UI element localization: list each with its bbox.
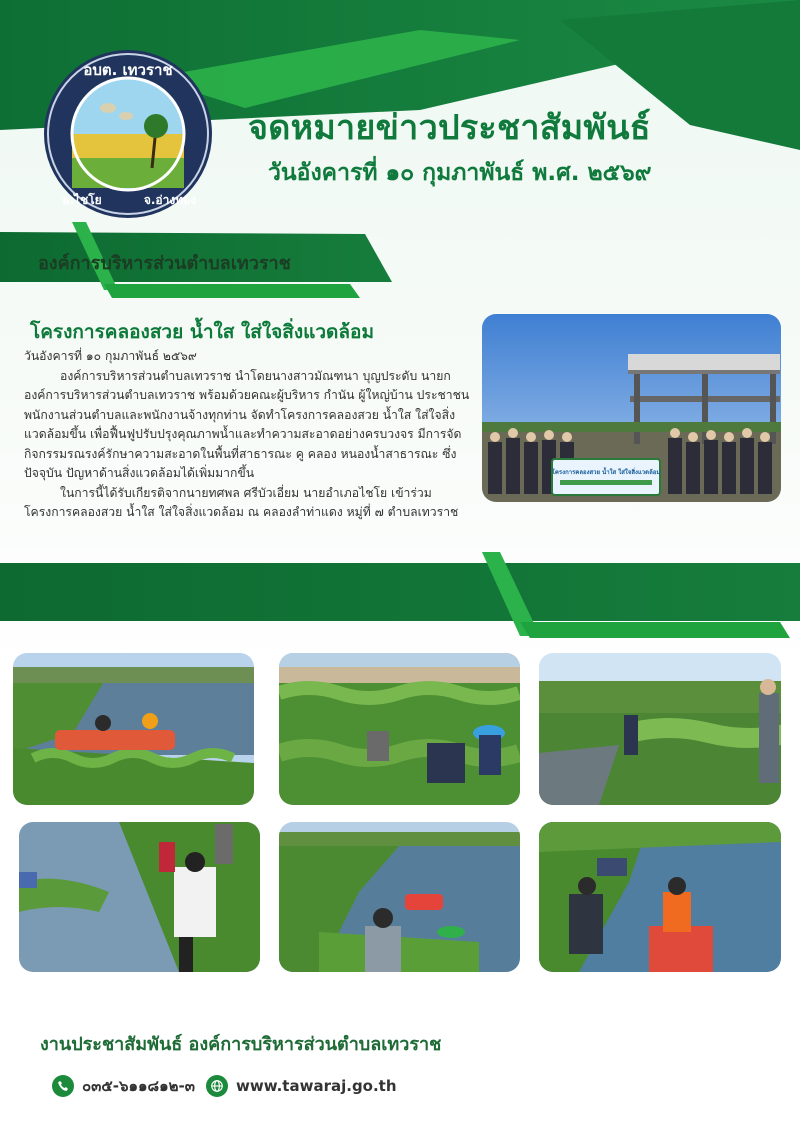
contact-phone: [52, 1074, 195, 1098]
newsletter-title: จดหมายข่าวประชาสัมพันธ์: [248, 108, 651, 148]
activity-photo-6: [539, 822, 781, 972]
activity-photo-2: [279, 653, 520, 805]
article-body: [24, 347, 470, 523]
logo-top-text: อบต. เทวราช: [83, 61, 173, 79]
activity-photo-5: [279, 822, 520, 972]
organization-logo: [42, 48, 214, 220]
activity-photo-1: [13, 653, 254, 805]
project-sign-text: โครงการคลองสวย น้ำใส ใส่ใจสิ่งแวดล้อม: [551, 469, 661, 476]
activity-photo-4: [19, 822, 260, 972]
middle-green-band: [0, 563, 800, 621]
footer-organization: งานประชาสัมพันธ์ องค์การบริหารส่วนตำบลเทวราช: [40, 1034, 442, 1055]
project-sign-banner: [552, 459, 660, 495]
org-banner-underline: [104, 284, 360, 298]
article-headline: โครงการคลองสวย น้ำใส ใส่ใจสิ่งแวดล้อม: [30, 321, 374, 343]
activity-photo-3: [539, 653, 781, 805]
article-paragraph-1: องค์การบริหารส่วนตำบลเทวราช นำโดยนางสาวมัณฑนา บุญประดับ นายกองค์การบริหารส่วนตำบลเทวราช พร้อมด้วยคณะผู้บริหาร กำนัน ผู้ใหญ่บ้าน ประชาชน พนักงานส่วนตำบลและพนักงานจ้างทุกท่าน จัดทำโครงการคลองสวย น้ำใส ใส่ใจสิ่งแวดล้อมขึ้น เพื่อฟื้นฟูปรับปรุงคุณภาพน้ำและทำความสะอาดอย่างครบวงจร มีการจัดกิจกรรมรณรงค์รักษาความสะอาดในพื้นที่สาธารณะ คู คลอง หนองน้ำสาธารณะ ซึ่งปัจจุบัน ปัญหาด้านสิ่งแวดล้อมได้เพิ่มมากขึ้น: [24, 368, 470, 480]
contact-website: [206, 1074, 397, 1098]
website-link[interactable]: www.tawaraj.go.th: [236, 1077, 397, 1095]
article-date-line: วันอังคารที่ ๑๐ กุมภาพันธ์ ๒๕๖๙: [24, 349, 197, 363]
group-photo: [482, 314, 781, 502]
article-paragraph-2: ในการนี้ได้รับเกียรติจากนายทศพล ศรีบัวเอี่ยม นายอำเภอไชโย เข้าร่วมโครงการคลองสวย น้ำใส ใส่ใจสิ่งแวดล้อม ณ คลองลำท่าแดง หมู่ที่ ๗ ตำบลเทวราช: [24, 485, 459, 519]
phone-number: ๐๓๕-๖๑๑๘๑๒-๓: [82, 1077, 196, 1095]
phone-icon: [52, 1075, 74, 1097]
globe-icon: [206, 1075, 228, 1097]
org-banner-label: องค์การบริหารส่วนตำบลเทวราช: [38, 253, 291, 274]
logo-bottom-left-text: อ.ไชโย: [62, 193, 102, 207]
logo-bottom-right-text: จ.อ่างทอง: [143, 193, 197, 207]
newsletter-date: วันอังคารที่ ๑๐ กุมภาพันธ์ พ.ศ. ๒๕๖๙: [268, 160, 652, 186]
middle-band-underline: [520, 622, 790, 638]
